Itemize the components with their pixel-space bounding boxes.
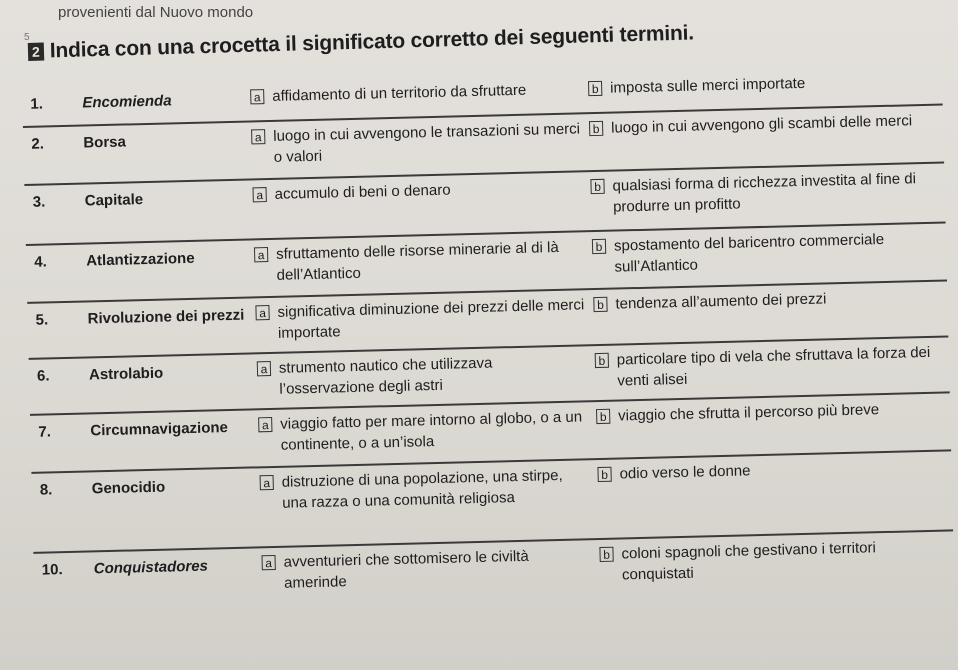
term-label: Borsa: [83, 133, 127, 152]
row-number: 1.: [30, 95, 44, 113]
option-a: [257, 350, 588, 400]
checkbox-b[interactable]: b: [595, 353, 609, 368]
option-b: [597, 455, 949, 485]
checkbox-a[interactable]: a: [261, 555, 275, 570]
option-b: [596, 397, 948, 427]
option-b-text: qualsiasi forma di ricchezza investita al fine di produrre un profitto: [612, 170, 917, 216]
term-label: Genocidio: [91, 478, 166, 498]
option-b-text: imposta sulle merci importate: [609, 74, 806, 97]
row-number: 6.: [36, 367, 50, 385]
option-a: [251, 118, 582, 168]
option-b-text: coloni spagnoli che gestivano i territori conquistati: [621, 539, 877, 584]
term-label: Atlantizzazione: [86, 249, 195, 270]
row-number: 2.: [31, 135, 45, 153]
option-a: [258, 406, 589, 456]
previous-section-text: provenienti dal Nuovo mondo: [58, 4, 254, 21]
option-b-text: spostamento del baricentro commerciale sull’Atlantico: [613, 230, 885, 276]
checkbox-a[interactable]: a: [251, 129, 265, 144]
checkbox-b[interactable]: b: [596, 409, 610, 424]
checkbox-a[interactable]: a: [252, 187, 266, 202]
option-a-text: affidamento di un territorio da sfruttare: [272, 81, 527, 105]
option-b-text: viaggio che sfrutta il percorso più breve: [617, 401, 880, 425]
checkbox-a[interactable]: a: [254, 247, 268, 262]
checkbox-b[interactable]: b: [597, 467, 611, 482]
page-mark: 5: [24, 32, 30, 43]
checkbox-b[interactable]: b: [599, 547, 613, 562]
checkbox-b[interactable]: b: [589, 121, 603, 136]
checkbox-a[interactable]: a: [257, 361, 271, 376]
exercise-header: [28, 15, 938, 64]
exercise-title: Indica con una crocetta il significato corretto dei seguenti termini.: [49, 21, 695, 63]
option-a-text: significativa diminuzione dei prezzi delle merci importate: [277, 296, 585, 342]
option-a: [250, 78, 580, 107]
option-b-text: particolare tipo di vela che sfruttava la forza dei venti alisei: [616, 343, 931, 390]
option-a-text: viaggio fatto per mare intorno al globo, o a un continente, o a un’isola: [280, 408, 583, 454]
term-label: Circumnavigazione: [90, 419, 229, 440]
terms-table: [22, 66, 954, 610]
option-b: [588, 70, 940, 100]
option-a: [261, 544, 592, 594]
checkbox-a[interactable]: a: [258, 417, 272, 432]
option-b: [592, 228, 945, 279]
option-a-text: sfruttamento delle risorse minerarie al di là dell’Atlantico: [275, 238, 559, 284]
option-a-text: distruzione di una popolazione, una stirpe, una razza o una comunità religiosa: [281, 466, 563, 512]
option-b-text: odio verso le donne: [619, 462, 751, 483]
option-b: [595, 341, 948, 392]
checkbox-b[interactable]: b: [588, 81, 602, 96]
option-a-text: luogo in cui avvengono le transazioni su merci o valori: [273, 120, 581, 166]
option-b-text: tendenza all’aumento dei prezzi: [615, 290, 827, 313]
checkbox-a[interactable]: a: [250, 89, 264, 104]
option-a-text: avventurieri che sottomisero le civiltà amerinde: [283, 547, 529, 592]
option-a: [259, 464, 590, 514]
row-number: 7.: [38, 423, 52, 441]
option-b: [599, 535, 952, 586]
term-label: Conquistadores: [93, 557, 209, 578]
row-number: 8.: [39, 481, 53, 499]
checkbox-b[interactable]: b: [593, 297, 607, 312]
term-label: Rivoluzione dei prezzi: [87, 306, 245, 328]
term-label: Capitale: [84, 191, 144, 210]
option-b: [589, 110, 941, 140]
row-number: 10.: [41, 561, 63, 579]
exercise-number-badge: 2: [28, 43, 44, 61]
checkbox-a[interactable]: a: [260, 475, 274, 490]
term-label: Encomienda: [82, 92, 172, 112]
option-b: [590, 168, 943, 219]
option-a: [252, 176, 582, 205]
option-a-text: strumento nautico che utilizzava l’osservazione degli astri: [278, 354, 493, 398]
checkbox-a[interactable]: a: [255, 305, 269, 320]
row-number: 5.: [35, 311, 49, 329]
term-label: Astrolabio: [88, 364, 164, 384]
option-a-text: accumulo di beni o denaro: [274, 181, 451, 203]
option-b-text: luogo in cui avvengono gli scambi delle merci: [610, 112, 913, 137]
option-b: [593, 286, 945, 316]
checkbox-b[interactable]: b: [592, 239, 606, 254]
row-number: 4.: [34, 253, 47, 271]
row-number: 3.: [32, 193, 46, 211]
checkbox-b[interactable]: b: [590, 179, 604, 194]
option-a: [255, 294, 586, 344]
option-a: [254, 236, 585, 286]
